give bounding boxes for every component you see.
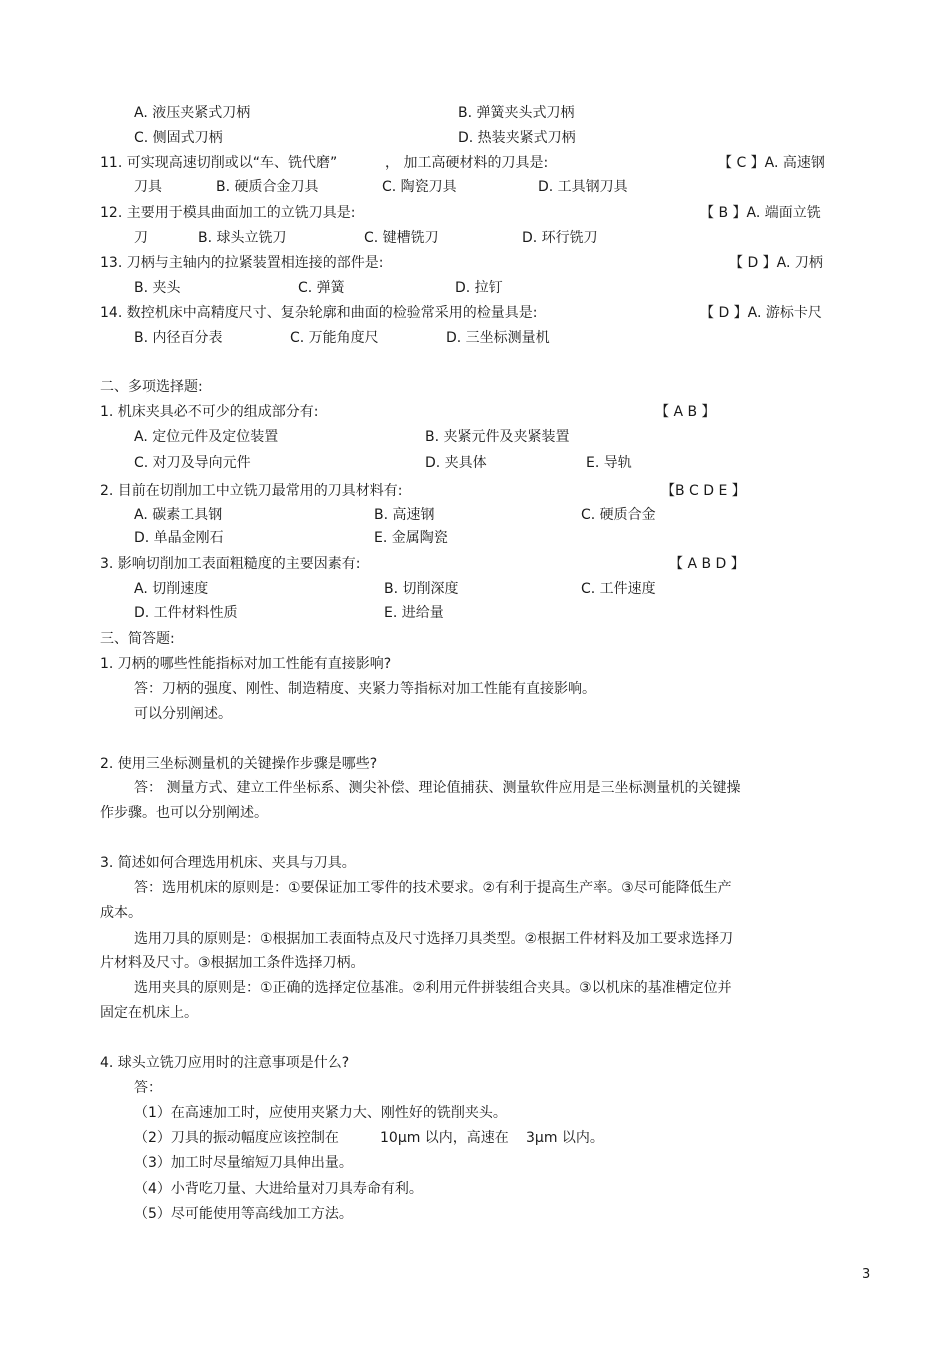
answer-line: 可以分别阐述。 — [134, 706, 232, 722]
text-line: B. 高速钢 — [374, 507, 435, 523]
text-line: D. 工件材料性质 — [134, 605, 238, 621]
question-line: 12. 主要用于模具曲面加工的立铣刀具是: — [100, 205, 356, 221]
answer-bracket: 【 B 】A. 端面立铣 — [700, 205, 821, 221]
text-line: C. 硬质合金 — [581, 507, 656, 523]
answer-line: （4）小背吃刀量、大进给量对刀具寿命有利。 — [134, 1181, 423, 1197]
answer-line: 答： — [134, 1080, 162, 1096]
page-number: 3 — [862, 1267, 871, 1282]
answer-bracket: 【 D 】A. 游标卡尺 — [700, 305, 822, 321]
section-heading: 二、多项选择题: — [100, 379, 203, 395]
text-line: C. 弹簧 — [298, 280, 345, 296]
text-line: D. 三坐标测量机 — [446, 330, 550, 346]
answer-line: 3μm 以内。 — [526, 1130, 604, 1146]
question-line: 4. 球头立铣刀应用时的注意事项是什么? — [100, 1055, 350, 1071]
answer-bracket: 【 A B D 】 — [669, 556, 745, 572]
question-line: 3. 简述如何合理选用机床、夹具与刀具。 — [100, 855, 356, 871]
text-line: B. 夹头 — [134, 280, 181, 296]
answer-line: 成本。 — [100, 905, 142, 921]
answer-line: 选用刀具的原则是：①根据加工表面特点及尺寸选择刀具类型。②根据工件材料及加工要求选择刀 — [134, 931, 734, 947]
text-line: E. 金属陶瓷 — [374, 530, 448, 546]
answer-line: （2）刀具的振动幅度应该控制在 — [134, 1130, 339, 1146]
answer-line: 答： 测量方式、建立工件坐标系、测尖补偿、理论值捕获、测量软件应用是三坐标测量机的关键操 — [134, 780, 741, 796]
text-line: B. 切削深度 — [384, 581, 459, 597]
text-line: E. 导轨 — [586, 455, 632, 471]
text-line: A. 碳素工具钢 — [134, 507, 223, 523]
text-line: 刀具 — [134, 179, 162, 195]
answer-bracket: 【 A B 】 — [655, 404, 716, 420]
answer-line: 片材料及尺寸。③根据加工条件选择刀柄。 — [100, 955, 365, 971]
text-line: A. 定位元件及定位装置 — [134, 429, 279, 445]
text-line: D. 单晶金刚石 — [134, 530, 224, 546]
text-line: D. 工具钢刀具 — [538, 179, 628, 195]
answer-line: 10μm 以内，高速在 — [380, 1130, 509, 1146]
section-heading: 三、简答题: — [100, 631, 175, 647]
text-line: E. 进给量 — [384, 605, 444, 621]
text-line: A. 液压夹紧式刀柄 — [134, 105, 251, 121]
answer-bracket: 【 C 】A. 高速钢 — [718, 155, 825, 171]
text-line: C. 侧固式刀柄 — [134, 130, 223, 146]
question-line: 13. 刀柄与主轴内的拉紧装置相连接的部件是: — [100, 255, 384, 271]
text-line: C. 工件速度 — [581, 581, 656, 597]
question-line: 11. 可实现高速切削或以“车、铣代磨” — [100, 155, 338, 171]
question-line: 2. 目前在切削加工中立铣刀最常用的刀具材料有: — [100, 483, 403, 499]
question-line: 1. 刀柄的哪些性能指标对加工性能有直接影响? — [100, 656, 392, 672]
answer-line: 答：刀柄的强度、刚性、制造精度、夹紧力等指标对加工性能有直接影响。 — [134, 681, 596, 697]
answer-line: 固定在机床上。 — [100, 1005, 198, 1021]
answer-line: （1）在高速加工时，应使用夹紧力大、刚性好的铣削夹头。 — [134, 1105, 507, 1121]
answer-line: 选用夹具的原则是：①正确的选择定位基准。②利用元件拼装组合夹具。③以机床的基准槽定位并 — [134, 980, 732, 996]
question-line: ， 加工高硬材料的刀具是: — [385, 155, 549, 171]
text-line: C. 键槽铣刀 — [364, 230, 439, 246]
text-line: B. 硬质合金刀具 — [216, 179, 319, 195]
answer-line: （3）加工时尽量缩短刀具伸出量。 — [134, 1155, 353, 1171]
text-line: B. 球头立铣刀 — [198, 230, 287, 246]
text-line: B. 弹簧夹头式刀柄 — [458, 105, 575, 121]
question-line: 14. 数控机床中高精度尺寸、复杂轮廓和曲面的检验常采用的检量具是: — [100, 305, 538, 321]
text-line: B. 内径百分表 — [134, 330, 223, 346]
text-line: D. 拉钉 — [455, 280, 503, 296]
answer-bracket: 【 D 】A. 刀柄 — [729, 255, 823, 271]
question-line: 1. 机床夹具必不可少的组成部分有: — [100, 404, 319, 420]
text-line: B. 夹紧元件及夹紧装置 — [425, 429, 570, 445]
answer-line: 作步骤。也可以分别阐述。 — [100, 805, 268, 821]
answer-line: 答：选用机床的原则是：①要保证加工零件的技术要求。②有利于提高生产率。③尽可能降低生产 — [134, 880, 732, 896]
text-line: C. 万能角度尺 — [290, 330, 379, 346]
text-line: C. 对刀及导向元件 — [134, 455, 251, 471]
text-line: D. 夹具体 — [425, 455, 487, 471]
text-line: C. 陶瓷刀具 — [382, 179, 457, 195]
answer-line: （5）尽可能使用等高线加工方法。 — [134, 1206, 353, 1222]
text-line: 刀 — [134, 230, 148, 246]
answer-bracket: 【B C D E 】 — [661, 483, 746, 499]
text-line: A. 切削速度 — [134, 581, 209, 597]
question-line: 3. 影响切削加工表面粗糙度的主要因素有: — [100, 556, 361, 572]
text-line: D. 热装夹紧式刀柄 — [458, 130, 576, 146]
text-line: D. 环行铣刀 — [522, 230, 598, 246]
question-line: 2. 使用三坐标测量机的关键操作步骤是哪些? — [100, 756, 378, 772]
